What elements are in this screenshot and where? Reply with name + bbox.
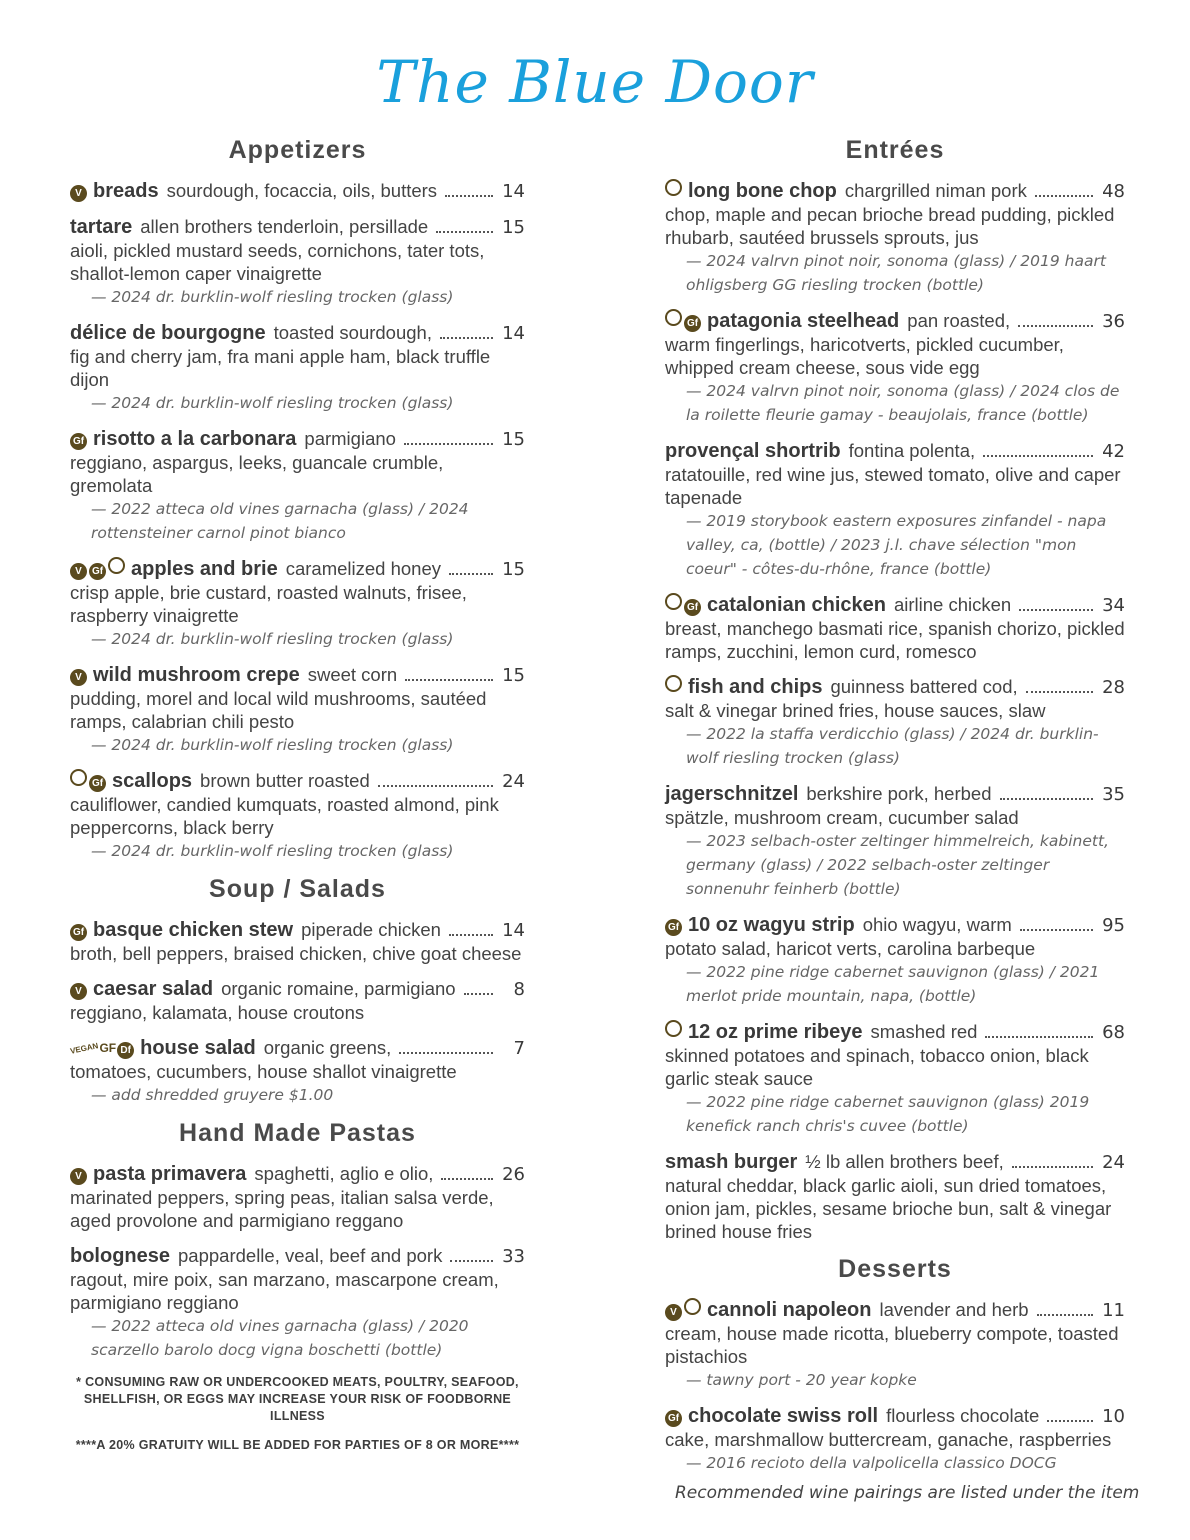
restaurant-title: The Blue Door xyxy=(376,48,814,116)
menu-item-long-bone-chop: long bone chop chargrilled niman pork 48 chop, maple and pecan brioche bread pudding, pickled rhubarb, sautéed brussels sprouts, jus — 2024 valrvn pinot noir, sonoma (glass) / 2019 haart ohligsberg GG riesling trocken (bottle) xyxy=(665,179,1125,297)
dot-leader xyxy=(440,337,493,339)
dot-leader xyxy=(1037,1314,1093,1316)
entrees-heading: Entrées xyxy=(845,136,945,164)
wine-pairing: — 2023 selbach-oster zeltinger himmelreich, kabinett, germany (glass) / 2022 selbach-oster zeltinger sonnenuhr feinherb (bottle) xyxy=(686,832,1109,898)
menu-item-breads: V breads sourdough, focaccia, oils, butters 14 xyxy=(70,179,525,203)
dot-leader xyxy=(1019,609,1093,611)
price: 7 xyxy=(513,1038,525,1059)
menu-item-provencal-shortrib: provençal shortrib fontina polenta, 42 ratatouille, red wine jus, stewed tomato, olive and caper tapenade — 2019 storybook eastern exposures zinfandel - napa valley, ca, (bottle) / 2023 j.l. chave sélection "mon coeur" - côtes-du-rhône, france (bottle) xyxy=(665,439,1125,581)
price: 36 xyxy=(1102,311,1125,332)
price: 28 xyxy=(1102,677,1125,698)
gluten-free-icon: Gf xyxy=(684,599,701,616)
dot-leader xyxy=(1000,798,1094,800)
price: 95 xyxy=(1102,915,1125,936)
wine-pairing: — 2022 atteca old vines garnacha (glass) / 2020 scarzello barolo docg vigna boschetti (bottle) xyxy=(91,1317,469,1359)
wine-pairing: — 2024 dr. burklin-wolf riesling trocken (glass) xyxy=(91,288,454,306)
dot-leader xyxy=(1026,691,1093,693)
dot-leader xyxy=(1047,1420,1093,1422)
menu-item-pasta-primavera: V pasta primavera spaghetti, aglio e olio, 26 marinated peppers, spring peas, italian salsa verde, aged provolone and parmigiano reggano xyxy=(70,1163,525,1231)
menu-item-house-salad: VEGANGF Df house salad organic greens, 7 tomatoes, cucumbers, house shallot vinaigrette — add shredded gruyere $1.00 xyxy=(70,1036,525,1107)
wine-pairing: — 2022 pine ridge cabernet sauvignon (glass) / 2021 merlot pride mountain, napa, (bottle) xyxy=(686,963,1100,1005)
beef-icon xyxy=(665,1020,682,1037)
wine-pairing: — 2016 recioto della valpolicella classico DOCG xyxy=(686,1454,1057,1472)
price: 14 xyxy=(502,323,525,344)
vegetarian-icon: V xyxy=(70,185,87,202)
wine-pairing: — tawny port - 20 year kopke xyxy=(686,1371,917,1389)
price: 24 xyxy=(502,771,525,792)
price: 10 xyxy=(1102,1406,1125,1427)
dot-leader xyxy=(1020,929,1093,931)
dot-leader xyxy=(405,679,493,681)
pork-icon xyxy=(665,593,682,610)
dot-leader xyxy=(449,934,493,936)
gluten-free-icon: Gf xyxy=(684,315,701,332)
gluten-free-icon: Gf xyxy=(665,919,682,936)
pork-icon xyxy=(665,179,682,196)
price: 8 xyxy=(513,979,525,1000)
price: 42 xyxy=(1102,441,1125,462)
wine-pairing: — 2022 pine ridge cabernet sauvignon (glass) 2019 kenefick ranch chris's cuvee (bottle) xyxy=(686,1093,1090,1135)
dot-leader xyxy=(1012,1166,1093,1168)
menu-item-chocolate-swiss-roll: Gf chocolate swiss roll flourless chocolate 10 cake, marshmallow buttercream, ganache, raspberries — 2016 recioto della valpolicella classico DOCG xyxy=(665,1404,1125,1475)
gratuity-notice: ****A 20% GRATUITY WILL BE ADDED FOR PARTIES OF 8 OR MORE**** xyxy=(75,1438,520,1452)
wine-pairing: — 2024 dr. burklin-wolf riesling trocken (glass) xyxy=(91,736,454,754)
menu-item-patagonia-steelhead: Gf patagonia steelhead pan roasted, 36 warm fingerlings, haricotverts, pickled cucumber, whipped cream cheese, sous vide egg — 2024 valrvn pinot noir, sonoma (glass) / 2024 clos de la roilette fleurie gamay - beaujolais, france (bottle) xyxy=(665,309,1125,427)
menu-item-fish-and-chips: fish and chips guinness battered cod, 28 salt & vinegar brined fries, house sauces, slaw — 2022 la staffa verdicchio (glass) / 2024 dr. burklin-wolf riesling trocken (glass) xyxy=(665,675,1125,770)
pork-icon xyxy=(108,557,125,574)
wine-pairing: — 2024 dr. burklin-wolf riesling trocken (glass) xyxy=(91,630,454,648)
dot-leader xyxy=(1018,325,1093,327)
menu-item-apples-and-brie: V Gf apples and brie caramelized honey 15 crisp apple, brie custard, roasted walnuts, frisee, raspberry vinaigrette — 2024 dr. burklin-wolf riesling trocken (glass) xyxy=(70,557,525,651)
menu-item-tartare: tartare allen brothers tenderloin, persillade 15 aioli, pickled mustard seeds, cornichons, tater tots, shallot-lemon caper vinaigrette — 2024 dr. burklin-wolf riesling trocken (glass) xyxy=(70,215,525,309)
price: 15 xyxy=(502,559,525,580)
price: 26 xyxy=(502,1164,525,1185)
vegetarian-icon: V xyxy=(70,1168,87,1185)
wine-pairing-note: Recommended wine pairings are listed under the item xyxy=(675,1483,1140,1503)
wine-pairing: — 2022 atteca old vines garnacha (glass) / 2024 rottensteiner carnol pinot bianco xyxy=(91,500,469,542)
gluten-free-icon: GF xyxy=(99,1041,117,1055)
wine-pairing: — 2024 dr. burklin-wolf riesling trocken (glass) xyxy=(91,394,454,412)
price: 24 xyxy=(1102,1152,1125,1173)
dot-leader xyxy=(441,1178,493,1180)
fish-icon xyxy=(665,309,682,326)
gluten-free-icon: Gf xyxy=(89,563,106,580)
vegetarian-icon: V xyxy=(70,669,87,686)
desserts-heading: Desserts xyxy=(838,1255,952,1283)
dot-leader xyxy=(450,1260,493,1262)
wine-pairing: — 2019 storybook eastern exposures zinfandel - napa valley, ca, (bottle) / 2023 j.l. chave sélection "mon coeur" - côtes-du-rhône, france (bottle) xyxy=(686,512,1107,578)
vegetarian-icon: V xyxy=(70,983,87,1000)
raw-food-warning: * CONSUMING RAW OR UNDERCOOKED MEATS, POULTRY, SEAFOOD, SHELLFISH, OR EGGS MAY INCREASE YOUR RISK OF FOODBORNE ILLNESS xyxy=(76,1375,519,1423)
menu-item-scallops: Gf scallops brown butter roasted 24 cauliflower, candied kumquats, roasted almond, pink peppercorns, black berry — 2024 dr. burklin-wolf riesling trocken (glass) xyxy=(70,769,525,863)
price: 68 xyxy=(1102,1022,1125,1043)
menu-item-cannoli-napoleon: V cannoli napoleon lavender and herb 11 cream, house made ricotta, blueberry compote, toasted pistachios — tawny port - 20 year kopke xyxy=(665,1298,1125,1392)
menu-item-smash-burger: smash burger ½ lb allen brothers beef, 24 natural cheddar, black garlic aioli, sun dried tomatoes, onion jam, pickles, sesame brioche bun, salt & vinegar brined house fries xyxy=(665,1151,1125,1242)
dot-leader xyxy=(436,231,493,233)
pastas-heading: Hand Made Pastas xyxy=(179,1119,416,1147)
dairy-free-icon: Df xyxy=(117,1042,134,1059)
menu-item-wagyu-strip: Gf 10 oz wagyu strip ohio wagyu, warm 95 potato salad, haricot verts, carolina barbeque — 2022 pine ridge cabernet sauvignon (glass) / 2021 merlot pride mountain, napa, (bottle) xyxy=(665,913,1125,1008)
price: 14 xyxy=(502,181,525,202)
dot-leader xyxy=(399,1052,493,1054)
dot-leader xyxy=(985,1036,1093,1038)
price: 34 xyxy=(1102,595,1125,616)
gluten-free-icon: Gf xyxy=(665,1410,682,1427)
menu-item-jagerschnitzel: jagerschnitzel berkshire pork, herbed 35 spätzle, mushroom cream, cucumber salad — 2023 selbach-oster zeltinger himmelreich, kabinett, germany (glass) / 2022 selbach-oster zeltinger sonnenuhr feinherb (bottle) xyxy=(665,782,1125,901)
price: 14 xyxy=(502,920,525,941)
gluten-free-icon: Gf xyxy=(70,924,87,941)
wine-pairing: — 2022 la staffa verdicchio (glass) / 2024 dr. burklin-wolf riesling trocken (glass) xyxy=(686,725,1099,767)
vegetarian-icon: V xyxy=(665,1304,682,1321)
dot-leader xyxy=(445,195,493,197)
price: 35 xyxy=(1102,784,1125,805)
wine-pairing: — 2024 valrvn pinot noir, sonoma (glass) / 2019 haart ohligsberg GG riesling trocken (bottle) xyxy=(686,252,1106,294)
dot-leader xyxy=(983,455,1093,457)
price: 11 xyxy=(1102,1300,1125,1321)
menu-item-risotto: Gf risotto a la carbonara parmigiano 15 reggiano, aspargus, leeks, guancale crumble, gremolata — 2022 atteca old vines garnacha (glass) / 2024 rottensteiner carnol pinot bianco xyxy=(70,427,525,545)
right-column xyxy=(665,132,1125,1487)
menu-item-prime-ribeye: 12 oz prime ribeye smashed red 68 skinned potatoes and spinach, tobacco onion, black garlic steak sauce — 2022 pine ridge cabernet sauvignon (glass) 2019 kenefick ranch chris's cuvee (bottle) xyxy=(665,1020,1125,1138)
appetizers-heading: Appetizers xyxy=(228,136,367,164)
dot-leader xyxy=(449,573,493,575)
gluten-free-icon: Gf xyxy=(70,433,87,450)
gluten-free-icon: Gf xyxy=(89,775,106,792)
menu-item-caesar-salad: V caesar salad organic romaine, parmigiano 8 reggiano, kalamata, house croutons xyxy=(70,978,525,1023)
fish-icon xyxy=(665,675,682,692)
left-column xyxy=(70,132,525,1454)
price: 48 xyxy=(1102,181,1125,202)
price: 15 xyxy=(502,429,525,450)
vegan-icon: VEGAN xyxy=(69,1041,100,1056)
wine-pairing: — 2024 dr. burklin-wolf riesling trocken (glass) xyxy=(91,842,454,860)
price: 33 xyxy=(502,1246,525,1267)
menu-item-catalonian-chicken: Gf catalonian chicken airline chicken 34 breast, manchego basmati rice, spanish chorizo, pickled ramps, zucchini, lemon curd, romesco xyxy=(665,594,1125,662)
dot-leader xyxy=(1035,195,1093,197)
add-on-note: — add shredded gruyere $1.00 xyxy=(91,1086,334,1104)
wine-pairing: — 2024 valrvn pinot noir, sonoma (glass) / 2024 clos de la roilette fleurie gamay - beaujolais, france (bottle) xyxy=(686,382,1120,424)
price: 15 xyxy=(502,217,525,238)
shellfish-icon xyxy=(70,769,87,786)
dot-leader xyxy=(378,785,493,787)
nut-icon xyxy=(684,1298,701,1315)
menu-item-bolognese: bolognese pappardelle, veal, beef and pork 33 ragout, mire poix, san marzano, mascarpone cream, parmigiano reggiano — 2022 atteca old vines garnacha (glass) / 2020 scarzello barolo docg vigna boschetti (bottle) xyxy=(70,1244,525,1362)
menu-item-basque-chicken-stew: Gf basque chicken stew piperade chicken 14 broth, bell peppers, braised chicken, chive goat cheese xyxy=(70,919,525,964)
price: 15 xyxy=(502,665,525,686)
dot-leader xyxy=(464,993,493,995)
menu-item-delice-de-bourgogne: délice de bourgogne toasted sourdough, 14 fig and cherry jam, fra mani apple ham, black truffle dijon — 2024 dr. burklin-wolf riesling trocken (glass) xyxy=(70,321,525,415)
soups-heading: Soup / Salads xyxy=(209,875,386,903)
dot-leader xyxy=(404,443,493,445)
menu-item-wild-mushroom-crepe: V wild mushroom crepe sweet corn 15 pudding, morel and local wild mushrooms, sautéed ramps, calabrian chili pesto — 2024 dr. burklin-wolf riesling trocken (glass) xyxy=(70,663,525,757)
vegetarian-icon: V xyxy=(70,563,87,580)
